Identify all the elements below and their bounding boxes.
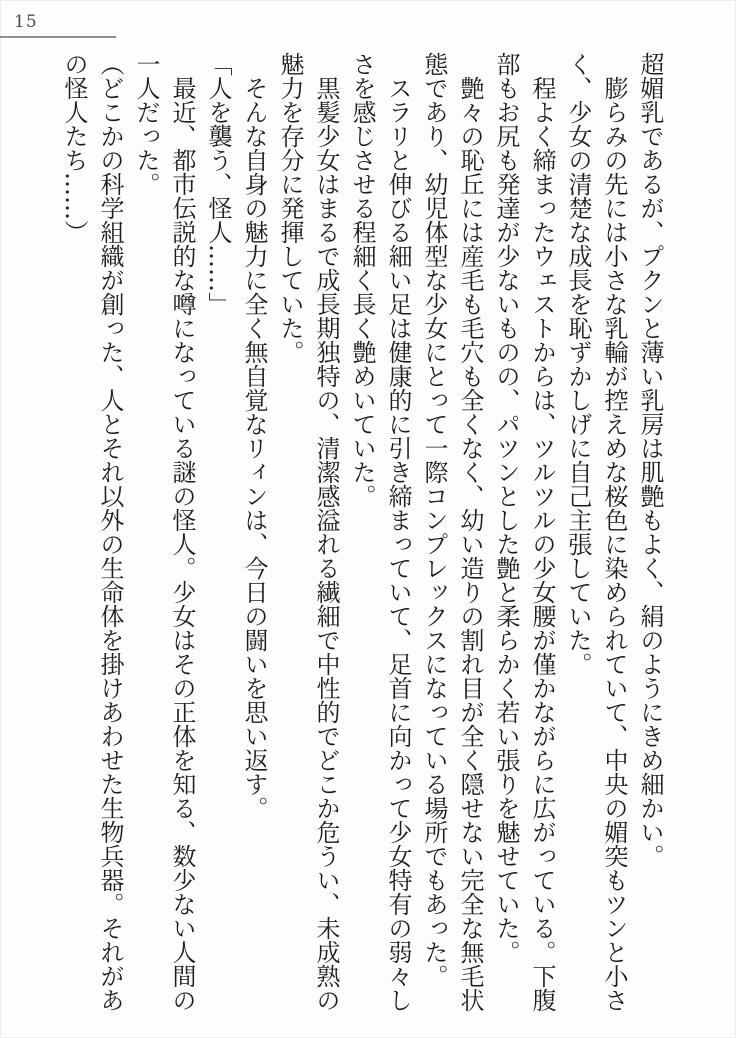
page-number: 15 [0, 10, 116, 38]
paragraph: 超媚乳であるが、プクンと薄い乳房は肌艶もよく、絹のようにきめ細かい。 [636, 52, 664, 868]
paragraph: 最近、都市伝説的な噂になっている謎の怪人。少女はその正体を知る、数少ない人間の一人だった。 [132, 52, 196, 1012]
body-text [56, 52, 668, 1012]
paragraph-monologue: （どこかの科学組織が創った、人とそれ以外の生命体を掛けあわせた生物兵器。それがあの怪人たち……） [60, 52, 124, 1012]
paragraph: そんな自身の魅力に全く無自覚なリィンは、今日の闘いを思い返す。 [240, 76, 268, 820]
paragraph: 黒髪少女はまるで成長期独特の、清潔感溢れる繊細で中性的でどこか危うい、未成熟の魅力を存分に発揮していた。 [276, 52, 340, 1012]
paragraph: 程よく締まったウェストからは、ツルツルの少女腰が僅かながらに広がっている。下腹部もお尻も発達が少ないものの、パツンとした艶と柔らかく若い張りを魅せていた。 [492, 52, 556, 1012]
paragraph-dialogue: 「人を襲う、怪人……」 [204, 52, 232, 316]
paragraph: 艶々の恥丘には産毛も毛穴も全くなく、幼い造りの割れ目が全く隠せない完全な無毛状態であり、幼児体型な少女にとって一際コンプレックスになっている場所でもあった。 [420, 52, 484, 1012]
paragraph: 膨らみの先には小さな乳輪が控えめな桜色に染められていて、中央の媚突もツンと小さく、少女の清楚な成長を恥ずかしげに自己主張していた。 [564, 52, 628, 1012]
paragraph: スラリと伸びる細い足は健康的に引き締まっていて、足首に向かって少女特有の弱々しさを感じさせる程細く長く艶めいていた。 [348, 52, 412, 1012]
